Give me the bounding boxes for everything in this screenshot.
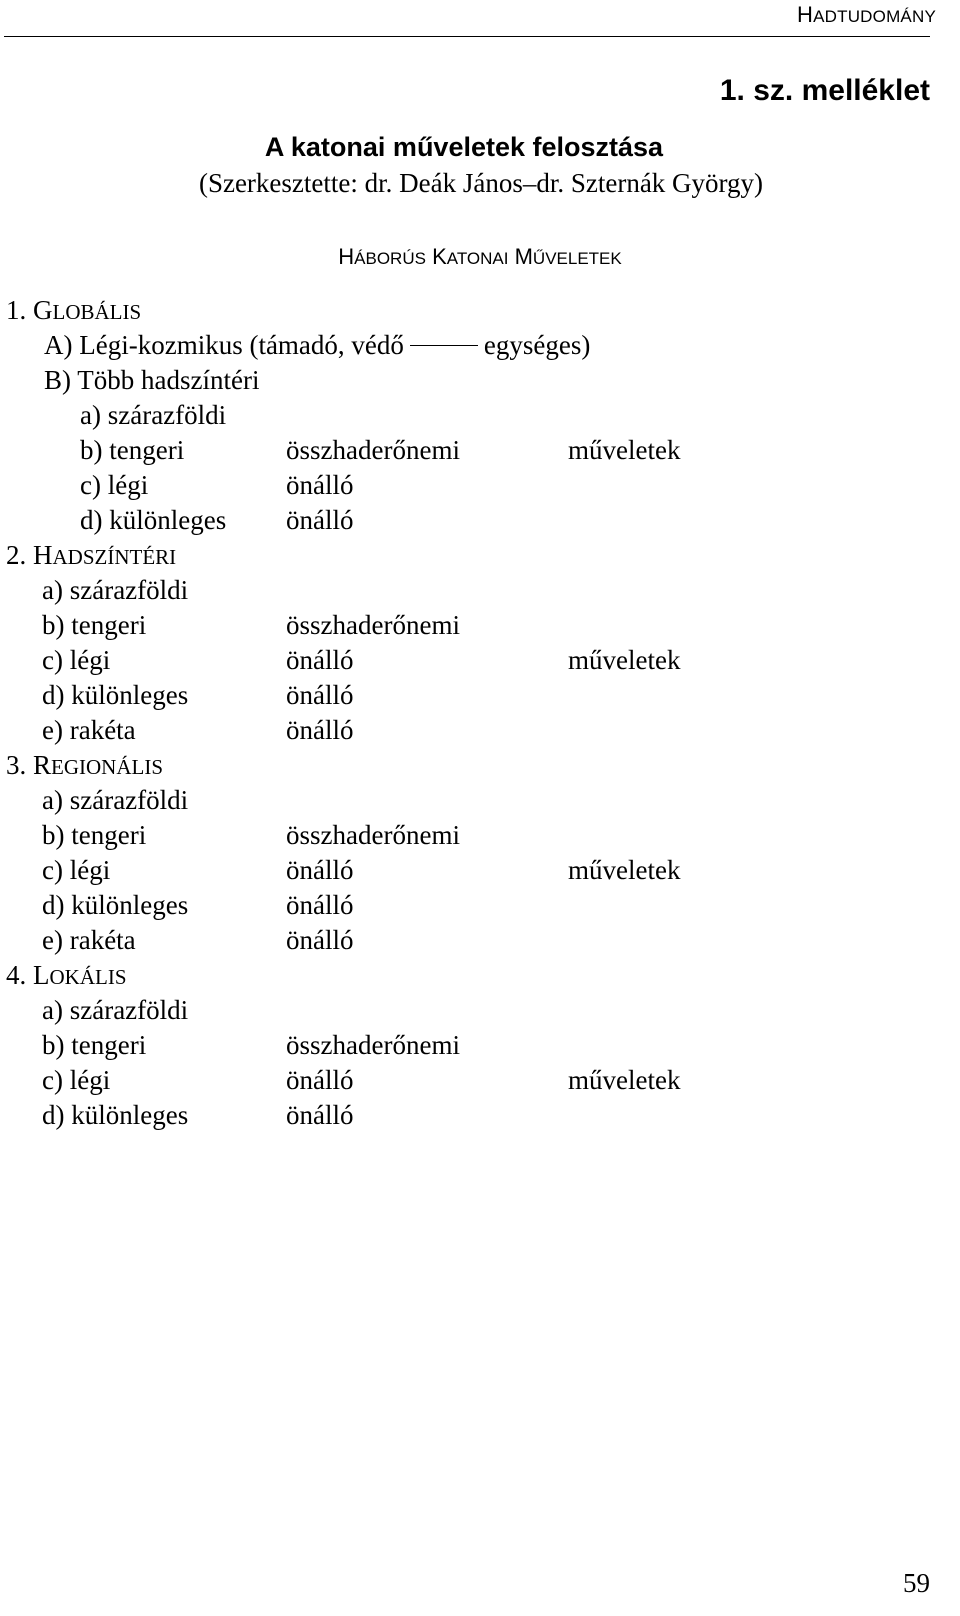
header-rule bbox=[4, 36, 930, 37]
em-dash bbox=[410, 345, 478, 346]
section-heading-global: 1. GLOBÁLIS bbox=[6, 295, 142, 325]
section-heading-regional: 3. REGIONÁLIS bbox=[6, 750, 163, 780]
document-title-text: A katonai műveletek felosztása bbox=[264, 132, 664, 162]
page-number: 59 bbox=[903, 1568, 930, 1598]
section-heading: HÁBORÚS KATONAI MŰVELETEK bbox=[338, 244, 622, 269]
global-item-a: A) Légi-kozmikus (támadó, védő egységes) bbox=[44, 330, 591, 360]
global-item-b: B) Több hadszíntéri bbox=[44, 365, 260, 395]
editors-line bbox=[0, 168, 960, 199]
appendix-label: 1. sz. melléklet bbox=[719, 74, 930, 107]
section-heading-local: 4. LOKÁLIS bbox=[6, 960, 127, 990]
document-title bbox=[0, 132, 960, 163]
running-head-journal: HADTUDOMÁNY bbox=[797, 2, 936, 27]
section-heading-theater: 2. HADSZÍNTÉRI bbox=[6, 540, 177, 570]
editors-text: (Szerkesztette: dr. Deák János–dr. Szternák György) bbox=[198, 168, 764, 198]
